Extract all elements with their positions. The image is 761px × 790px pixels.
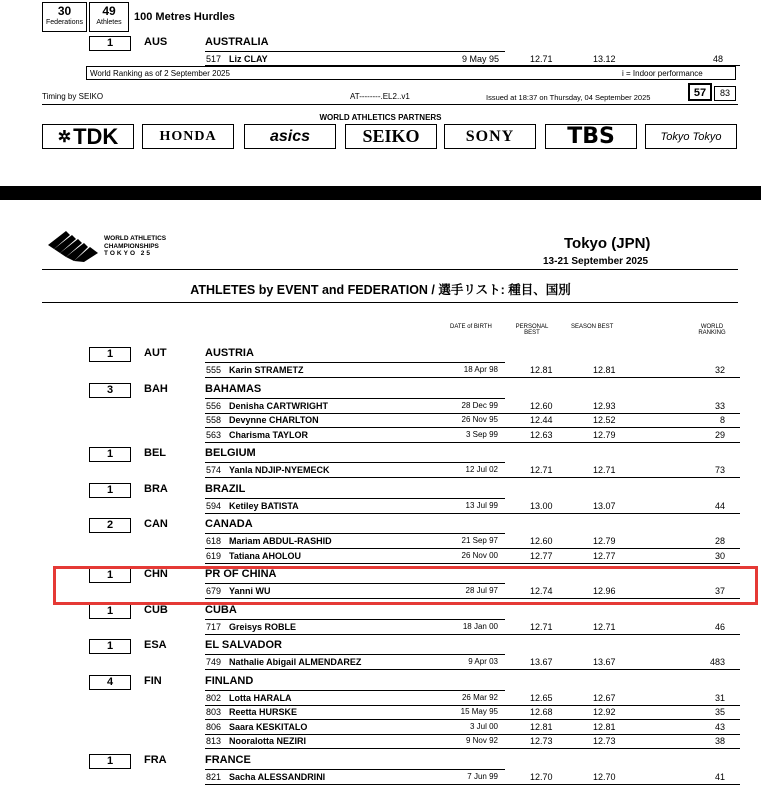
- athlete-rank: 48: [713, 54, 724, 64]
- athlete-pb: 12.71: [530, 465, 553, 475]
- athlete-dob: 18 Jan 00: [462, 621, 498, 631]
- athlete-bib: 618: [206, 536, 222, 546]
- federation-name: PR OF CHINA: [205, 568, 277, 580]
- athlete-name: Charisma TAYLOR: [229, 429, 309, 440]
- athlete-row: [0, 499, 761, 514]
- athlete-row: [0, 691, 761, 706]
- federation-code: AUT: [144, 347, 167, 359]
- federation-count: 1: [89, 568, 131, 583]
- federation-count: 1: [89, 483, 131, 498]
- athlete-row: [0, 363, 761, 378]
- athlete-name: Lotta HARALA: [229, 692, 292, 703]
- athlete-pb: 12.77: [530, 550, 553, 561]
- federation-count: 2: [89, 518, 131, 533]
- athlete-name: Devynne CHARLTON: [229, 415, 319, 425]
- athlete-pb: 12.71: [530, 54, 553, 64]
- athlete-name: Tatiana AHOLOU: [229, 550, 302, 561]
- athlete-rank: 37: [714, 586, 725, 596]
- page-title: ATHLETES by EVENT and FEDERATION / 選手リスト: 種目、国別: [190, 283, 571, 297]
- tbs-logo: TBS: [545, 124, 637, 149]
- athlete-pb: 13.67: [530, 657, 553, 667]
- athlete-sb: 12.92: [593, 707, 616, 717]
- athlete-name: Yanni WU: [229, 586, 271, 596]
- athlete-sb: 13.07: [593, 500, 616, 511]
- athlete-row: [0, 549, 761, 564]
- athlete-rank: 35: [714, 707, 725, 717]
- athlete-row: [0, 463, 761, 478]
- athlete-dob: 3 Sep 99: [465, 429, 498, 439]
- athlete-dob: 7 Jun 99: [467, 771, 498, 781]
- athlete-dob: 26 Nov 95: [461, 415, 498, 424]
- col-dob: DATE of BIRTH: [450, 324, 492, 330]
- indoor-note: i = Indoor performance: [622, 69, 703, 78]
- athlete-dob: 9 Apr 03: [468, 657, 498, 666]
- federation-count: 1: [89, 604, 131, 619]
- partners-title: WORLD ATHLETICS PARTNERS: [319, 113, 442, 122]
- tdk-logo: ✲ TDK: [42, 124, 134, 149]
- federations-label: Federations: [46, 19, 83, 26]
- asics-logo: asics: [244, 124, 336, 149]
- athlete-dob: 18 Apr 98: [463, 365, 498, 374]
- athlete-bib: 555: [206, 365, 222, 375]
- athlete-row: [0, 734, 761, 749]
- athlete-name: Reetta HURSKE: [229, 707, 298, 717]
- federation-name: FINLAND: [205, 674, 254, 687]
- federation-name: CUBA: [205, 603, 237, 616]
- athlete-bib: 574: [206, 465, 222, 475]
- athlete-name: Karin STRAMETZ: [229, 365, 304, 375]
- federation-code: BEL: [144, 447, 166, 459]
- athlete-sb: 12.77: [593, 550, 616, 561]
- athletes-count-box: [89, 2, 129, 32]
- athlete-name: Denisha CARTWRIGHT: [229, 400, 328, 411]
- athletes-count: 49: [102, 4, 116, 18]
- athlete-bib: 563: [206, 429, 222, 440]
- athlete-sb: 12.81: [593, 365, 616, 375]
- federation-count: 3: [89, 383, 131, 398]
- federation-code: CUB: [144, 603, 168, 616]
- athlete-pb: 12.60: [530, 400, 553, 411]
- total-pages: 83: [714, 86, 736, 101]
- athlete-name: Nathalie Abigail ALMENDAREZ: [229, 657, 362, 667]
- federation-count: 1: [89, 639, 131, 654]
- federation-name: BAHAMAS: [205, 382, 262, 395]
- athlete-bib: 717: [206, 621, 222, 632]
- athlete-dob: 9 Nov 92: [465, 736, 498, 745]
- sony-logo: SONY: [444, 124, 536, 149]
- athlete-pb: 12.60: [530, 536, 553, 546]
- athlete-bib: 806: [206, 721, 222, 732]
- honda-logo: HONDA: [142, 124, 234, 149]
- athlete-rank: 73: [714, 465, 725, 475]
- federation-code: AUS: [144, 36, 168, 48]
- athlete-rank: 30: [714, 550, 725, 561]
- athlete-sb: 12.70: [593, 771, 616, 782]
- federation-name: BELGIUM: [205, 447, 256, 459]
- page-number: 57: [688, 83, 712, 101]
- athlete-bib: 813: [206, 736, 222, 746]
- athlete-bib: 517: [206, 54, 222, 64]
- athlete-bib: 803: [206, 707, 222, 717]
- world-athletics-logo-icon: [46, 229, 102, 263]
- issued-text: Issued at 18:37 on Thursday, 04 September 2025: [486, 93, 651, 102]
- athlete-rank: 46: [714, 621, 725, 632]
- athlete-rank: 31: [714, 692, 725, 703]
- ranking-note: World Ranking as of 2 September 2025: [90, 69, 230, 78]
- federation-name: EL SALVADOR: [205, 639, 283, 651]
- athlete-rank: 29: [714, 429, 725, 440]
- athlete-dob: 12 Jul 02: [465, 465, 498, 474]
- athlete-row: [0, 413, 761, 428]
- federation-code: FRA: [144, 753, 167, 766]
- athlete-name: Sacha ALESSANDRINI: [229, 771, 326, 782]
- city: Tokyo (JPN): [564, 235, 651, 252]
- athlete-dob: 21 Sep 97: [461, 536, 498, 545]
- federation-count: 1: [89, 447, 131, 462]
- athlete-name: Yanla NDJIP-NYEMECK: [229, 465, 330, 475]
- athlete-pb: 13.00: [530, 500, 553, 511]
- athlete-bib: 679: [206, 586, 222, 596]
- federation-code: FIN: [144, 674, 162, 687]
- athlete-rank: 43: [714, 721, 725, 732]
- championship-logo-text: WORLD ATHLETICS CHAMPIONSHIPS TOKYO 25: [104, 235, 167, 257]
- athlete-sb: 12.71: [593, 621, 616, 632]
- athlete-dob: 28 Dec 99: [461, 400, 498, 410]
- athlete-rank: 33: [714, 400, 725, 411]
- athlete-bib: 802: [206, 692, 222, 703]
- athlete-row: [0, 428, 761, 443]
- athlete-pb: 12.65: [530, 692, 553, 703]
- federation-name: FRANCE: [205, 753, 251, 766]
- athlete-name: Greisys ROBLE: [229, 621, 297, 632]
- athlete-pb: 12.73: [530, 736, 553, 746]
- federation-count: 1: [89, 36, 131, 51]
- athlete-sb: 12.71: [593, 465, 616, 475]
- col-sb: SEASON BEST: [571, 324, 614, 330]
- timing-text: Timing by SEIKO: [42, 92, 104, 101]
- athlete-name: Ketiley BATISTA: [229, 500, 299, 511]
- federation-name: AUSTRALIA: [205, 36, 269, 48]
- athlete-dob: 26 Mar 92: [461, 692, 498, 702]
- athlete-bib: 749: [206, 657, 222, 667]
- athlete-rank: 38: [714, 736, 725, 746]
- athlete-sb: 12.79: [593, 429, 616, 440]
- athlete-name: Mariam ABDUL-RASHID: [229, 536, 332, 546]
- federation-name: CANADA: [205, 518, 253, 530]
- athlete-name: Nooralotta NEZIRI: [229, 736, 307, 746]
- dates: 13-21 September 2025: [543, 256, 649, 267]
- athlete-sb: 12.52: [593, 415, 616, 425]
- federation-code: CHN: [144, 568, 168, 580]
- athlete-dob: 13 Jul 99: [465, 500, 498, 510]
- page-break: [0, 186, 761, 200]
- seiko-logo: SEIKO: [345, 124, 437, 149]
- athlete-sb: 12.67: [593, 692, 616, 703]
- athlete-dob: 26 Nov 00: [461, 550, 498, 560]
- athlete-rank: 44: [714, 500, 725, 511]
- athlete-name: Saara KESKITALO: [229, 721, 308, 732]
- athlete-row: [0, 655, 761, 670]
- athlete-sb: 13.67: [593, 657, 616, 667]
- athlete-row: [0, 770, 761, 785]
- federations-count: 30: [57, 4, 72, 18]
- highlight-box: [53, 566, 758, 605]
- athletes-label: Athletes: [96, 19, 122, 26]
- federations-count-box: [42, 2, 87, 32]
- tokyo-tokyo-logo: Tokyo Tokyo: [645, 124, 737, 149]
- athlete-sb: 12.81: [593, 721, 616, 732]
- federation-code: CAN: [144, 518, 168, 530]
- athlete-bib: 558: [206, 415, 222, 425]
- athlete-dob: 3 Jul 00: [469, 721, 498, 731]
- athlete-row: [0, 705, 761, 720]
- athlete-pb: 12.44: [530, 415, 553, 425]
- federation-name: BRAZIL: [205, 482, 246, 495]
- federation-name: AUSTRIA: [205, 347, 254, 359]
- federation-code: BRA: [144, 482, 168, 495]
- athlete-bib: 594: [206, 500, 222, 511]
- athlete-sb: 12.93: [593, 400, 616, 411]
- federation-count: 1: [89, 347, 131, 362]
- federation-count: 4: [89, 675, 131, 690]
- athlete-row: [0, 399, 761, 414]
- athlete-dob: 28 Jul 97: [465, 586, 498, 595]
- athlete-pb: 12.81: [530, 721, 553, 732]
- athlete-row: [0, 620, 761, 635]
- athlete-row: [0, 534, 761, 549]
- athlete-sb: 12.73: [593, 736, 616, 746]
- athlete-pb: 12.71: [530, 621, 553, 632]
- athlete-rank: 28: [714, 536, 725, 546]
- athlete-rank: 41: [714, 771, 725, 782]
- athlete-bib: 556: [206, 400, 222, 411]
- athlete-sb: 12.96: [593, 586, 616, 596]
- document-code: AT--------.EL2..v1: [350, 92, 410, 101]
- athlete-pb: 12.68: [530, 707, 553, 717]
- federation-count: 1: [89, 754, 131, 769]
- federation-code: ESA: [144, 639, 167, 651]
- athlete-rank: 8: [719, 415, 725, 425]
- athlete-pb: 12.74: [530, 586, 553, 596]
- athlete-dob: 15 May 95: [460, 707, 498, 716]
- athlete-bib: 821: [206, 771, 222, 782]
- event-title: 100 Metres Hurdles: [134, 11, 235, 23]
- athlete-pb: 12.70: [530, 771, 553, 782]
- athlete-row: [0, 720, 761, 735]
- athlete-sb: 12.79: [593, 536, 616, 546]
- athlete-rank: 483: [709, 657, 725, 667]
- ranking-note-box: [86, 66, 736, 80]
- athlete-bib: 619: [206, 550, 222, 561]
- federation-code: BAH: [144, 382, 168, 395]
- athlete-pb: 12.81: [530, 365, 553, 375]
- col-wr: WORLD RANKING: [698, 324, 726, 336]
- athlete-pb: 12.63: [530, 429, 553, 440]
- athlete-name: Liz CLAY: [229, 54, 268, 64]
- col-pb: PERSONAL BEST: [515, 324, 549, 336]
- athlete-rank: 32: [714, 365, 725, 375]
- athlete-sb: 13.12: [593, 54, 616, 64]
- athlete-dob: 9 May 95: [462, 54, 500, 64]
